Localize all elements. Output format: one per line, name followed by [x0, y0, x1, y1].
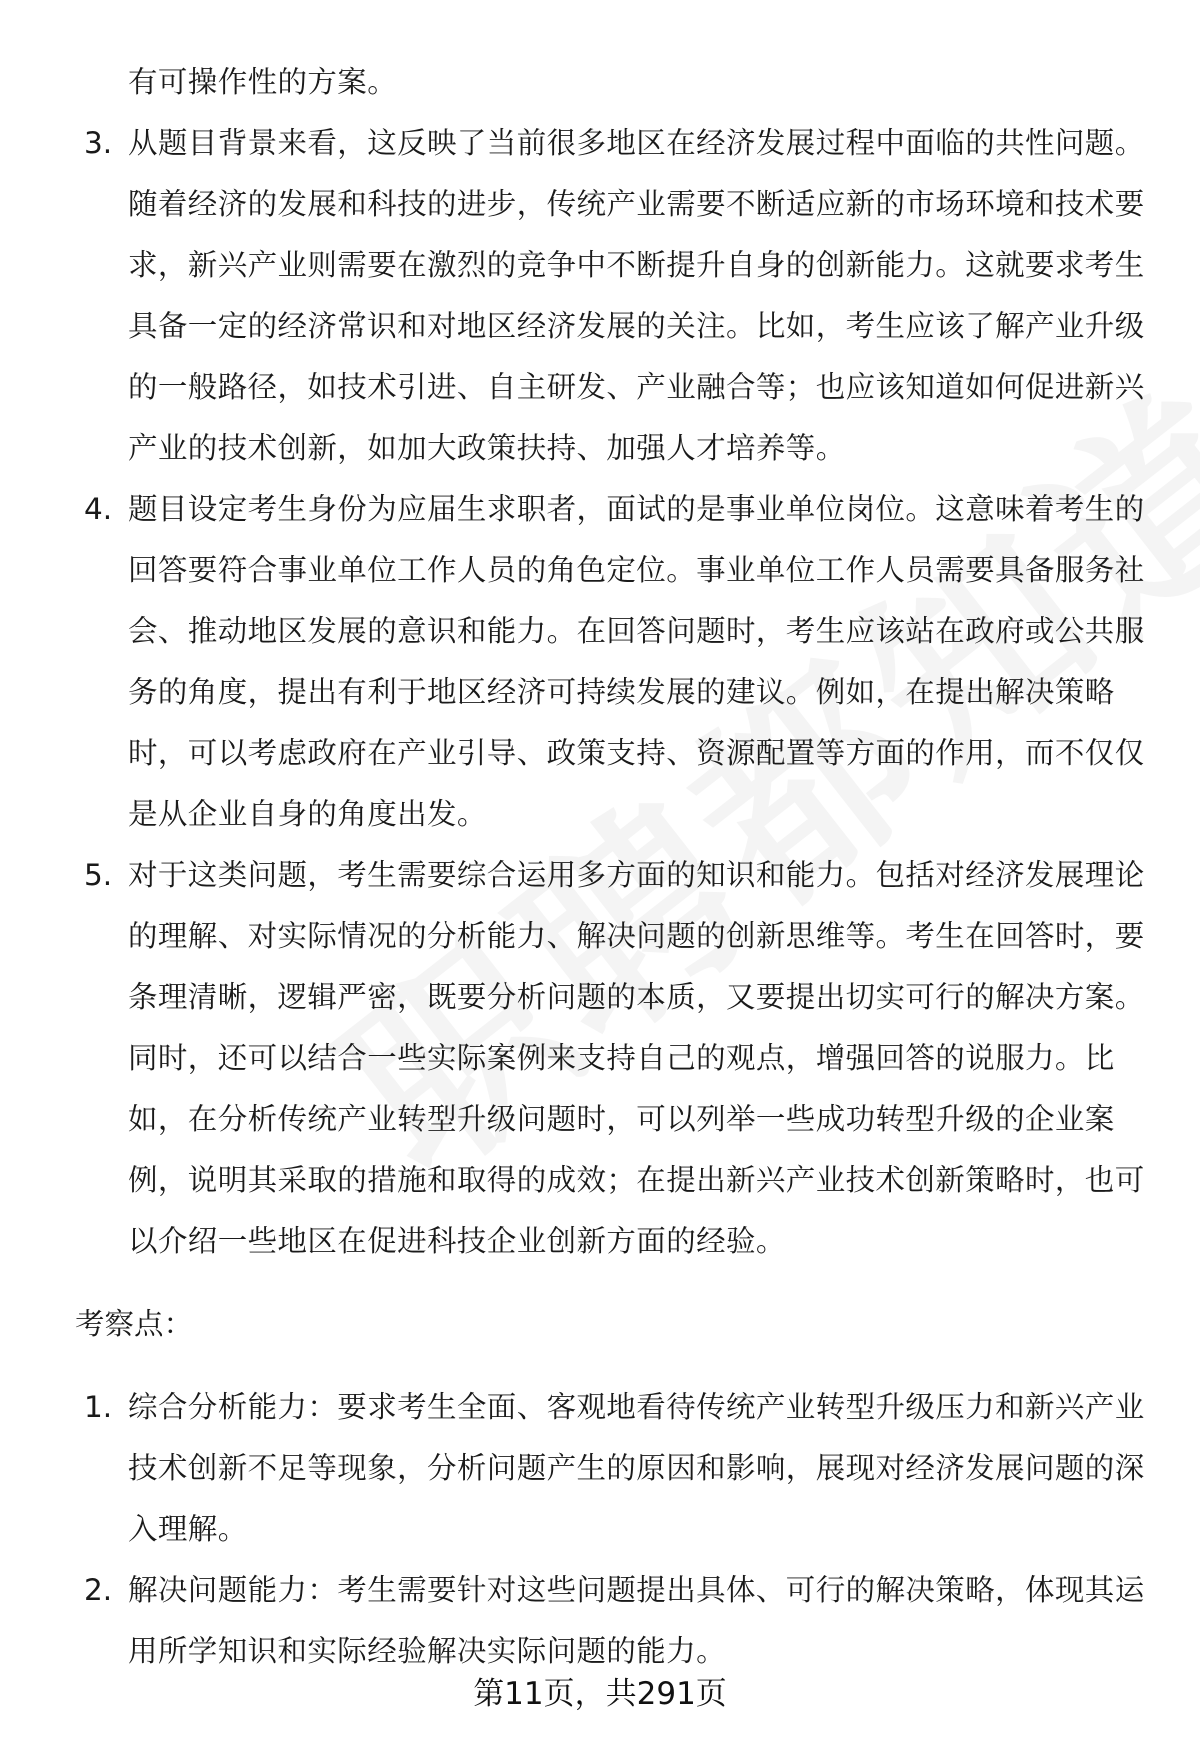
list-item-line: 产业的技术创新，如加大政策扶持、加强人才培养等。: [128, 431, 846, 465]
intro-continuation: 有可操作性的方案。: [128, 65, 398, 99]
list-item-line: 对于这类问题，考生需要综合运用多方面的知识和能力。包括对经济发展理论: [128, 858, 1145, 892]
list-item-number: 3.: [84, 126, 113, 160]
list-item-line: 题目设定考生身份为应届生求职者，面试的是事业单位岗位。这意味着考生的: [128, 492, 1145, 526]
list-item-line: 时，可以考虑政府在产业引导、政策支持、资源配置等方面的作用，而不仅仅: [128, 736, 1145, 770]
list-item-line: 用所学知识和实际经验解决实际问题的能力。: [128, 1634, 727, 1668]
page-content: [0, 52, 1200, 1682]
list-item: [0, 1377, 1200, 1560]
list-item-line: 的理解、对实际情况的分析能力、解决问题的创新思维等。考生在回答时，要: [128, 919, 1145, 953]
list-item-line: 的一般路径，如技术引进、自主研发、产业融合等；也应该知道如何促进新兴: [128, 370, 1145, 404]
list-item-number: 2.: [84, 1573, 113, 1607]
list-item-line: 是从企业自身的角度出发。: [128, 797, 487, 831]
list-item-line: 会、推动地区发展的意识和能力。在回答问题时，考生应该站在政府或公共服: [128, 614, 1145, 648]
list-item-number: 1.: [84, 1390, 113, 1424]
list-item: [0, 113, 1200, 479]
page-number: 第11页，共291页: [473, 1676, 727, 1712]
list-item: [0, 845, 1200, 1272]
list-item-line: 入理解。: [128, 1512, 248, 1546]
list-item-line: 从题目背景来看，这反映了当前很多地区在经济发展过程中面临的共性问题。: [128, 126, 1145, 160]
list-item-line: 综合分析能力：要求考生全面、客观地看待传统产业转型升级压力和新兴产业: [128, 1390, 1145, 1424]
list-item-line: 解决问题能力：考生需要针对这些问题提出具体、可行的解决策略，体现其运: [128, 1573, 1145, 1607]
list-item-line: 如，在分析传统产业转型升级问题时，可以列举一些成功转型升级的企业案: [128, 1102, 1115, 1136]
list-item-line: 条理清晰，逻辑严密，既要分析问题的本质，又要提出切实可行的解决方案。: [128, 980, 1145, 1014]
list-item-number: 5.: [84, 858, 113, 892]
list-item-line: 回答要符合事业单位工作人员的角色定位。事业单位工作人员需要具备服务社: [128, 553, 1145, 587]
list-item-line: 务的角度，提出有利于地区经济可持续发展的建议。例如，在提出解决策略: [128, 675, 1115, 709]
list-item-line: 技术创新不足等现象，分析问题产生的原因和影响，展现对经济发展问题的深: [128, 1451, 1145, 1485]
list-item-line: 求，新兴产业则需要在激烈的竞争中不断提升自身的创新能力。这就要求考生: [128, 248, 1145, 282]
section-heading: 考察点：: [75, 1307, 194, 1341]
list-item-number: 4.: [84, 492, 113, 526]
list-item-line: 同时，还可以结合一些实际案例来支持自己的观点，增强回答的说服力。比: [128, 1041, 1115, 1075]
list-item-line: 随着经济的发展和科技的进步，传统产业需要不断适应新的市场环境和技术要: [128, 187, 1145, 221]
list-item-line: 例，说明其采取的措施和取得的成效；在提出新兴产业技术创新策略时，也可: [128, 1163, 1145, 1197]
list-item-line: 具备一定的经济常识和对地区经济发展的关注。比如，考生应该了解产业升级: [128, 309, 1145, 343]
list-item-line: 以介绍一些地区在促进科技企业创新方面的经验。: [128, 1224, 786, 1258]
list-item: [0, 479, 1200, 845]
